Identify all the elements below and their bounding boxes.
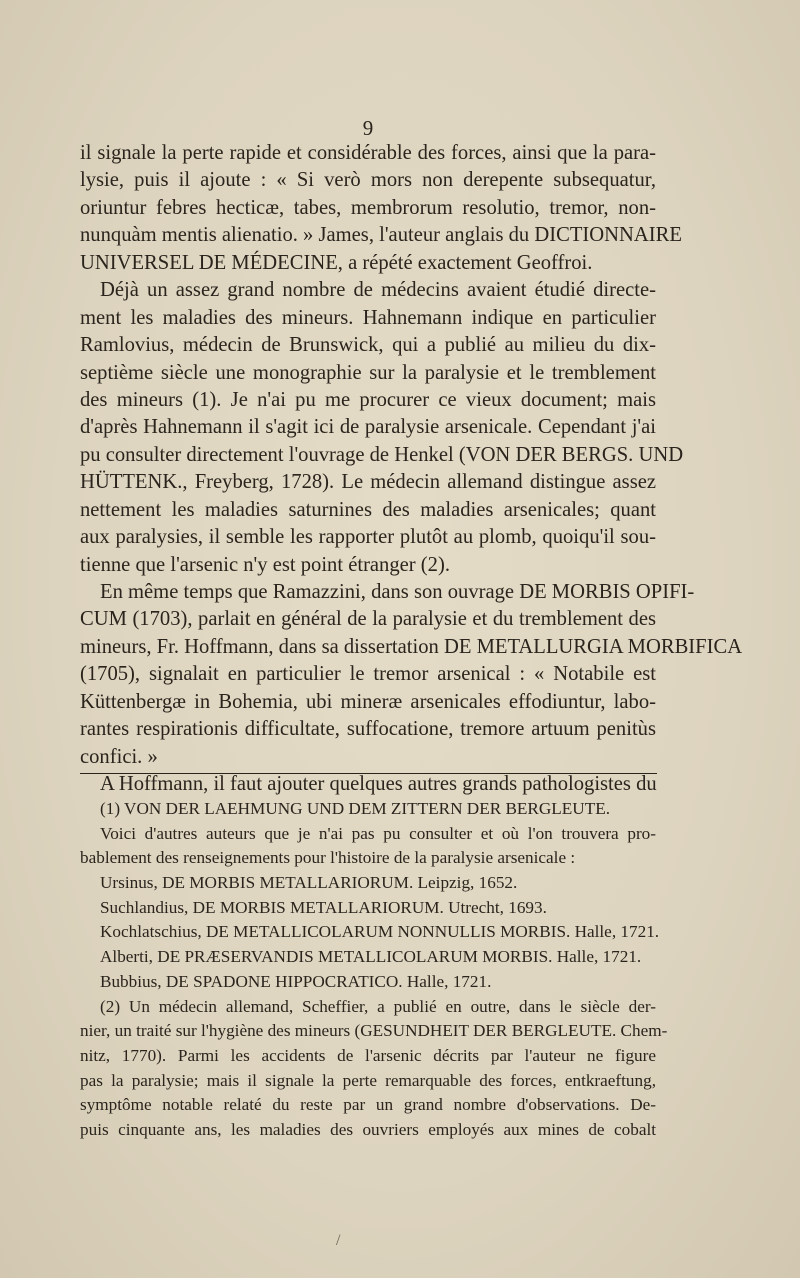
body-line: En même temps que Ramazzini, dans son ouvrage DE MORBIS OPIFI- [100, 581, 695, 603]
body-line: il signale la perte rapide et considérable des forces, ainsi que la para- [80, 142, 656, 164]
body-line: septième siècle une monographie sur la paralysie et le tremblement [80, 361, 656, 384]
footnotes [80, 797, 668, 1143]
body-line: nettement les maladies saturnines des maladies arsenicales; quant [80, 498, 656, 521]
footnote-rule [80, 773, 657, 774]
footnote-line: Bubbius, DE SPADONE HIPPOCRATICO. Halle, 1721. [100, 971, 492, 991]
body-text [80, 140, 743, 799]
body-line: confici. » [80, 745, 158, 768]
body-line: ment les maladies des mineurs. Hahnemann indique en particulier [80, 306, 656, 329]
body-line: HÜTTENK., Freyberg, 1728). Le médecin allemand distingue assez [80, 471, 656, 494]
body-line: tienne que l'arsenic n'y est point étranger (2). [80, 553, 450, 576]
body-line: rantes respirationis difficultate, suffocatione, tremore artuum penitùs [80, 718, 656, 741]
body-line: UNIVERSEL DE MÉDECINE, a répété exactement Geoffroi. [80, 251, 593, 274]
footnote-line: symptôme notable relaté du reste par un grand nombre d'observations. De- [80, 1095, 656, 1115]
footnote-line: bablement des renseignements pour l'histoire de la paralysie arsenicale : [80, 848, 576, 868]
body-line: mineurs, Fr. Hoffmann, dans sa dissertation DE METALLURGIA MORBIFICA [80, 635, 743, 658]
footnote-line: Ursinus, DE MORBIS METALLARIORUM. Leipzig, 1652. [100, 873, 518, 893]
body-line: A Hoffmann, il faut ajouter quelques autres grands pathologistes du [100, 773, 657, 796]
footnote-line: Voici d'autres auteurs que je n'ai pas pu consulter et où l'on trouvera pro- [100, 823, 656, 843]
footnote-line: (1) VON DER LAEHMUNG UND DEM ZITTERN DER BERGLEUTE. [100, 799, 611, 818]
footnote-line: puis cinquante ans, les maladies des ouvriers employés aux mines de cobalt [80, 1119, 656, 1139]
body-line: CUM (1703), parlait en général de la paralysie et du tremblement des [80, 608, 656, 631]
footnote-line: Kochlatschius, DE METALLICOLARUM NONNULLIS MORBIS. Halle, 1721. [100, 922, 660, 942]
stray-mark: / [336, 1232, 341, 1249]
footnote-line: Alberti, DE PRÆSERVANDIS METALLICOLARUM MORBIS. Halle, 1721. [100, 947, 642, 967]
body-line: nunquàm mentis alienatio. » James, l'auteur anglais du DICTIONNAIRE [80, 224, 682, 247]
page-number: 9 [362, 116, 374, 140]
body-line: d'après Hahnemann il s'agit ici de paralysie arsenicale. Cependant j'ai [80, 416, 656, 439]
body-line: lysie, puis il ajoute : « Si verò mors non derepente subsequatur, [80, 169, 656, 192]
body-line: pu consulter directement l'ouvrage de Henkel (VON DER BERGS. UND [80, 443, 684, 466]
footnote-line: pas la paralysie; mais il signale la perte remarquable des forces, entkraeftung, [80, 1070, 656, 1090]
footnote-line: Suchlandius, DE MORBIS METALLARIORUM. Utrecht, 1693. [100, 897, 547, 917]
body-line: des mineurs (1). Je n'ai pu me procurer ce vieux document; mais [80, 388, 656, 411]
footnote-line: (2) Un médecin allemand, Scheffier, a publié en outre, dans le siècle der- [100, 996, 656, 1016]
body-line: (1705), signalait en particulier le tremor arsenical : « Notabile est [80, 663, 656, 686]
body-line: Küttenbergæ in Bohemia, ubi mineræ arsenicales effodiuntur, labo- [80, 690, 656, 713]
body-line: oriuntur febres hecticæ, tabes, membrorum resolutio, tremor, non- [80, 196, 656, 219]
body-line: Déjà un assez grand nombre de médecins avaient étudié directe- [100, 279, 656, 302]
body-line: Ramlovius, médecin de Brunswick, qui a publié au milieu du dix- [80, 334, 656, 357]
body-line: aux paralysies, il semble les rapporter plutôt au plomb, quoiqu'il sou- [80, 526, 656, 549]
footnote-line: nitz, 1770). Parmi les accidents de l'arsenic décrits par l'auteur ne figure [80, 1045, 656, 1065]
footnote-line: nier, un traité sur l'hygiène des mineurs (GESUNDHEIT DER BERGLEUTE. Chem- [80, 1021, 668, 1041]
